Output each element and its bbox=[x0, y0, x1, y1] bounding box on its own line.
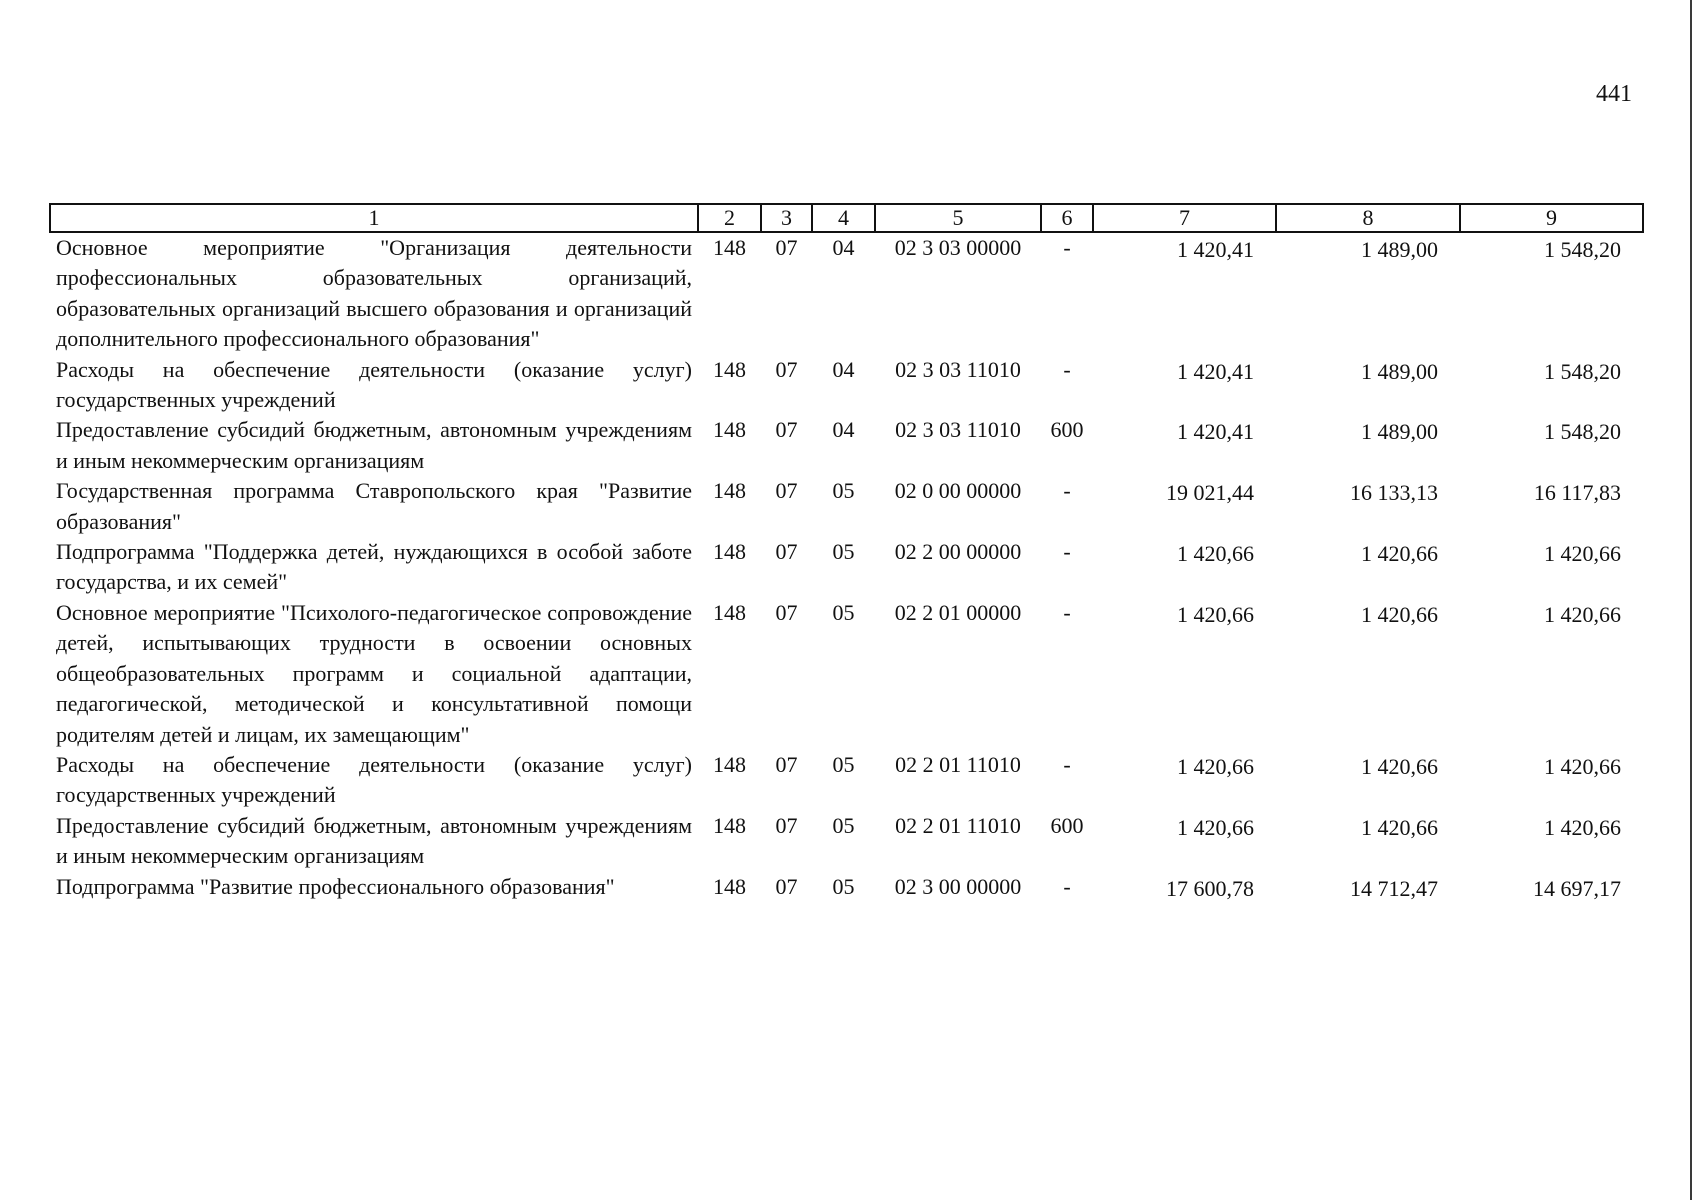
expense-type-code: - bbox=[1063, 356, 1071, 382]
section-code: 07 bbox=[775, 235, 798, 260]
header-cell-3: 3 bbox=[761, 204, 812, 232]
amount-col-7: 1 420,41 bbox=[1177, 419, 1254, 445]
expense-type-code: - bbox=[1063, 599, 1071, 625]
table-row bbox=[50, 355, 1643, 416]
amount-col-7: 1 420,41 bbox=[1177, 237, 1254, 262]
subsection-code: 05 bbox=[832, 539, 855, 565]
amount-col-8: 16 133,13 bbox=[1350, 480, 1438, 506]
expense-type-code: - bbox=[1063, 478, 1071, 504]
amount-col-9: 14 697,17 bbox=[1533, 875, 1621, 901]
table-body bbox=[50, 232, 1643, 904]
subsection-code: 05 bbox=[832, 599, 855, 625]
amount-col-7: 1 420,41 bbox=[1177, 358, 1254, 384]
section-code: 07 bbox=[775, 478, 798, 504]
table-row bbox=[50, 750, 1643, 811]
ministry-code: 148 bbox=[713, 812, 746, 838]
ministry-code: 148 bbox=[713, 873, 746, 899]
amount-col-7: 1 420,66 bbox=[1177, 541, 1254, 567]
header-row bbox=[50, 204, 1643, 232]
target-article-code: 02 2 01 11010 bbox=[895, 751, 1021, 777]
amount-col-7: 1 420,66 bbox=[1177, 601, 1254, 627]
amount-col-8: 1 489,00 bbox=[1361, 419, 1438, 445]
header-cell-4: 4 bbox=[812, 204, 875, 232]
section-code: 07 bbox=[775, 873, 798, 899]
amount-col-9: 1 548,20 bbox=[1544, 419, 1621, 445]
header-cell-5: 5 bbox=[875, 204, 1041, 232]
row-name: Подпрограмма "Развитие профессионального образования" bbox=[56, 873, 615, 899]
table-row bbox=[50, 232, 1643, 355]
table-row bbox=[50, 476, 1643, 537]
table-row bbox=[50, 811, 1643, 872]
amount-col-8: 1 489,00 bbox=[1361, 237, 1438, 262]
expense-type-code: 600 bbox=[1050, 417, 1084, 443]
target-article-code: 02 2 01 11010 bbox=[895, 812, 1021, 838]
amount-col-9: 1 420,66 bbox=[1544, 601, 1621, 627]
expense-type-code: - bbox=[1063, 751, 1071, 777]
amount-col-7: 1 420,66 bbox=[1177, 814, 1254, 840]
section-code: 07 bbox=[775, 812, 798, 838]
header-cell-9: 9 bbox=[1460, 204, 1643, 232]
subsection-code: 04 bbox=[832, 417, 855, 443]
amount-col-8: 14 712,47 bbox=[1350, 875, 1438, 901]
budget-table bbox=[49, 203, 1644, 904]
target-article-code: 02 3 00 00000 bbox=[894, 873, 1022, 899]
amount-col-7: 19 021,44 bbox=[1166, 480, 1254, 506]
section-code: 07 bbox=[775, 539, 798, 565]
amount-col-9: 1 420,66 bbox=[1544, 814, 1621, 840]
subsection-code: 05 bbox=[832, 812, 855, 838]
row-name: Основное мероприятие "Организация деятельности профессиональных образовательных организаций, образовательных организаций высшего образования и организаций дополнительного профессионального образования" bbox=[56, 235, 692, 352]
target-article-code: 02 3 03 11010 bbox=[895, 417, 1021, 443]
amount-col-8: 1 420,66 bbox=[1361, 601, 1438, 627]
table-row bbox=[50, 872, 1643, 904]
amount-col-8: 1 420,66 bbox=[1361, 753, 1438, 779]
amount-col-9: 1 548,20 bbox=[1544, 237, 1621, 262]
ministry-code: 148 bbox=[713, 478, 746, 504]
expense-type-code: 600 bbox=[1050, 812, 1084, 838]
row-name: Расходы на обеспечение деятельности (оказание услуг) государственных учреждений bbox=[56, 751, 692, 808]
amount-col-8: 1 489,00 bbox=[1361, 358, 1438, 384]
expense-type-code: - bbox=[1063, 235, 1071, 260]
page-number: 441 bbox=[1596, 81, 1632, 107]
target-article-code: 02 3 03 00000 bbox=[894, 235, 1022, 260]
row-name: Подпрограмма "Поддержка детей, нуждающихся в особой заботе государства, и их семей" bbox=[56, 539, 692, 595]
ministry-code: 148 bbox=[713, 539, 746, 565]
amount-col-7: 17 600,78 bbox=[1166, 875, 1254, 901]
ministry-code: 148 bbox=[713, 417, 746, 443]
table-row bbox=[50, 415, 1643, 476]
expense-type-code: - bbox=[1063, 539, 1071, 565]
target-article-code: 02 2 01 00000 bbox=[894, 599, 1022, 625]
header-cell-7: 7 bbox=[1093, 204, 1276, 232]
ministry-code: 148 bbox=[713, 599, 746, 625]
header-cell-1: 1 bbox=[50, 204, 698, 232]
subsection-code: 04 bbox=[832, 235, 855, 260]
amount-col-9: 16 117,83 bbox=[1533, 480, 1621, 506]
section-code: 07 bbox=[775, 417, 798, 443]
section-code: 07 bbox=[775, 599, 798, 625]
row-name: Предоставление субсидий бюджетным, автономным учреждениям и иным некоммерческим организациям bbox=[56, 417, 692, 473]
row-name: Расходы на обеспечение деятельности (оказание услуг) государственных учреждений bbox=[56, 356, 692, 413]
target-article-code: 02 3 03 11010 bbox=[895, 356, 1021, 382]
section-code: 07 bbox=[775, 356, 798, 382]
amount-col-9: 1 420,66 bbox=[1544, 541, 1621, 567]
section-code: 07 bbox=[775, 751, 798, 777]
header-cell-2: 2 bbox=[698, 204, 761, 232]
table-row bbox=[50, 537, 1643, 598]
amount-col-8: 1 420,66 bbox=[1361, 814, 1438, 840]
row-name: Предоставление субсидий бюджетным, автономным учреждениям и иным некоммерческим организациям bbox=[56, 812, 692, 869]
expense-type-code: - bbox=[1063, 873, 1071, 899]
header-cell-6: 6 bbox=[1041, 204, 1093, 232]
ministry-code: 148 bbox=[713, 235, 746, 260]
table-header bbox=[50, 204, 1643, 232]
target-article-code: 02 2 00 00000 bbox=[894, 539, 1022, 565]
amount-col-9: 1 420,66 bbox=[1544, 753, 1621, 779]
header-cell-8: 8 bbox=[1276, 204, 1460, 232]
amount-col-7: 1 420,66 bbox=[1177, 753, 1254, 779]
amount-col-8: 1 420,66 bbox=[1361, 541, 1438, 567]
subsection-code: 05 bbox=[832, 751, 855, 777]
row-name: Основное мероприятие "Психолого-педагогическое сопровождение детей, испытывающих трудности в освоении основных общеобразовательных программ и социальной адаптации, педагогической, методической и консультативной помощи родителям детей и лицам, их замещающим" bbox=[56, 599, 692, 747]
subsection-code: 04 bbox=[832, 356, 855, 382]
amount-col-9: 1 548,20 bbox=[1544, 358, 1621, 384]
table-row bbox=[50, 598, 1643, 750]
page-edge-line bbox=[1690, 0, 1692, 1200]
subsection-code: 05 bbox=[832, 478, 855, 504]
ministry-code: 148 bbox=[713, 751, 746, 777]
ministry-code: 148 bbox=[713, 356, 746, 382]
target-article-code: 02 0 00 00000 bbox=[894, 478, 1022, 504]
subsection-code: 05 bbox=[832, 873, 855, 899]
row-name: Государственная программа Ставропольского края "Развитие образования" bbox=[56, 478, 692, 534]
